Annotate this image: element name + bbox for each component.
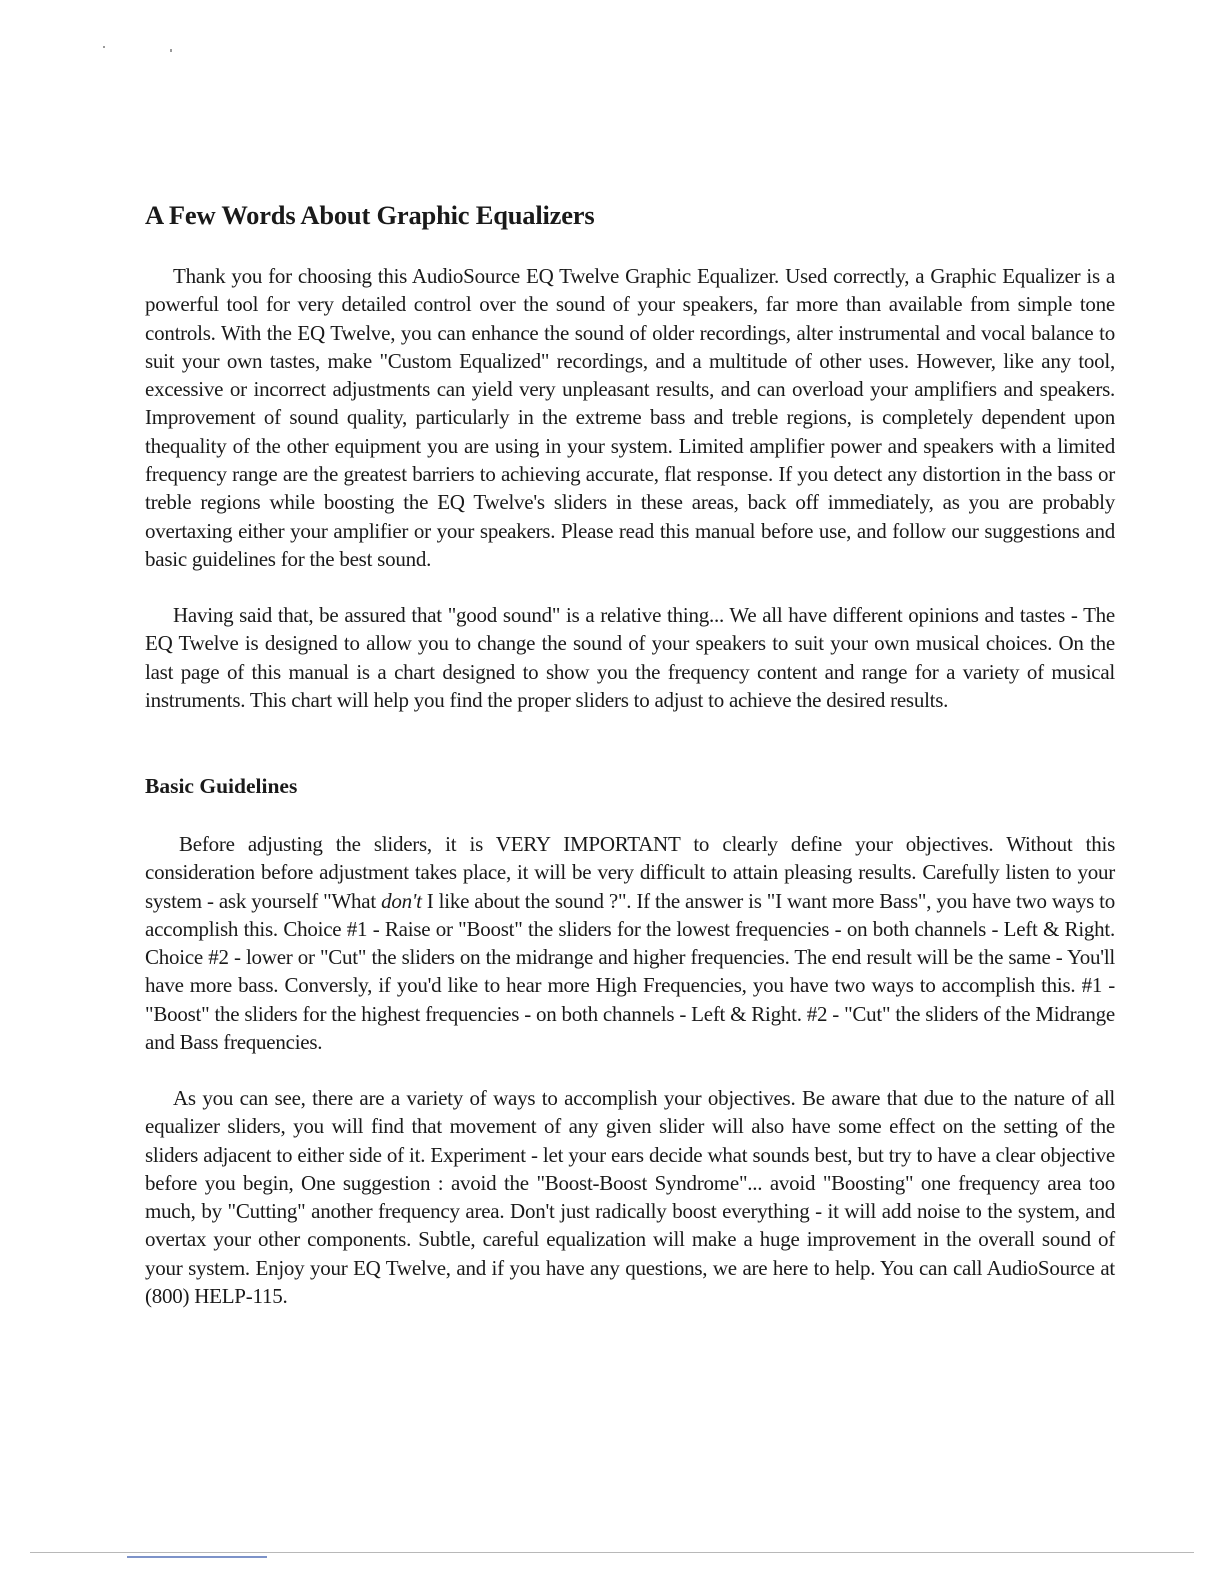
intro-paragraph-2: Having said that, be assured that "good sound" is a relative thing... We all have different opinions and tastes - The EQ Twelve is designed to allow you to change the sound of your speakers to suit your own musical choices. On the last page of this manual is a chart designed to show you the frequency content and range for a variety of musical instruments. This chart will help you find the proper sliders to adjust to achieve the desired results.: [145, 603, 1115, 712]
scan-bottom-mark: [127, 1556, 267, 1558]
scan-bottom-edge-line: [30, 1552, 1194, 1553]
page-title: A Few Words About Graphic Equalizers: [145, 200, 595, 230]
scan-speck: [103, 46, 105, 48]
section-title-basic-guidelines: Basic Guidelines: [145, 774, 298, 798]
guidelines-paragraph-1: [145, 830, 1115, 1056]
emphasis-dont: don't: [381, 888, 422, 913]
guidelines-paragraph-1-end: I like about the sound ?". If the answer is "I want more Bass", you have two ways to accomplish this. Choice #1 - Raise or "Boost" the sliders for the lowest frequencies - on both channels - Left & Right. Choice #2 - lower or "Cut" the sliders on the midrange and higher frequencies. The end result will be the same - You'll have more bass. Conversly, if you'd like to hear more High Frequencies, you have two ways to accomplish this. #1 -"Boost" the sliders for the highest frequencies - on both channels - Left & Right. #2 - "Cut" the sliders of the Midrange and Bass frequencies.: [145, 888, 1115, 1055]
intro-paragraph-1: Thank you for choosing this AudioSource EQ Twelve Graphic Equalizer. Used correctly, a Graphic Equalizer is a powerful tool for very detailed control over the sound of your speakers, far more than available from simple tone controls. With the EQ Twelve, you can enhance the sound of older recordings, alter instrumental and vocal balance to suit your own tastes, make "Custom Equalized" recordings, and a multitude of other uses. However, like any tool, excessive or incorrect adjustments can yield very unpleasant results, and can overload your amplifiers and speakers. Improvement of sound quality, particularly in the extreme bass and treble regions, is completely dependent upon thequality of the other equipment you are using in your system. Limited amplifier power and speakers with a limited frequency range are the greatest barriers to achieving accurate, flat response. If you detect any distortion in the bass or treble regions while boosting the EQ Twelve's sliders in these areas, back off immediately, as you are probably overtaxing either your amplifier or your speakers. Please read this manual before use, and follow our suggestions and basic guidelines for the best sound.: [145, 264, 1115, 571]
scan-speck: [170, 49, 172, 52]
guidelines-paragraph-2: As you can see, there are a variety of ways to accomplish your objectives. Be aware that due to the nature of all equalizer sliders, you will find that movement of any given slider will also have some effect on the setting of the sliders adjacent to either side of it. Experiment - let your ears decide what sounds best, but try to have a clear objective before you begin, One suggestion : avoid the "Boost-Boost Syndrome"... avoid "Boosting" one frequency area too much, by "Cutting" another frequency area. Don't just radically boost everything - it will add noise to the system, and overtax your other components. Subtle, careful equalization will make a huge improvement in the overall sound of your system. Enjoy your EQ Twelve, and if you have any questions, we are here to help. You can call AudioSource at (800) HELP-115.: [145, 1086, 1115, 1309]
guidelines-paragraph-1-start: Before adjusting the sliders, it is VERY IMPORTANT to clearly define your objectives. Without this consideration before adjustment takes place, it will be very difficult to attain pleasing results. Carefully listen to your system - ask yourself "What: [145, 832, 1115, 913]
